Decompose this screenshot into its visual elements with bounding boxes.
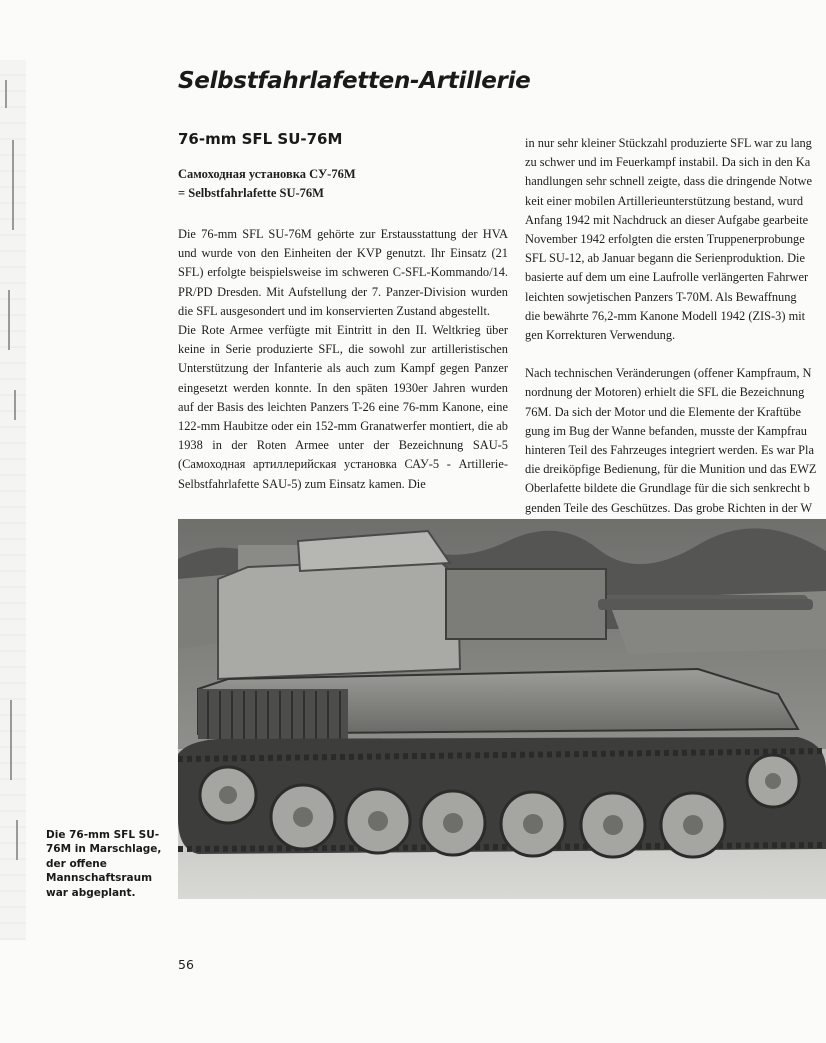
subheading-russian: Самоходная установка СУ-76М	[178, 167, 356, 181]
body-line: hinteren Teil des Fahrzeuges integriert werden. Es war Pla	[525, 443, 814, 458]
right-paragraph-2	[525, 364, 826, 518]
edge-mark	[16, 820, 18, 860]
body-line: Oberlafette bildete die Grundlage für die sich senkrecht b	[525, 481, 810, 496]
page-edge-strip	[0, 60, 26, 940]
edge-mark	[14, 390, 16, 420]
subheading-german: = Selbstfahrlafette SU-76M	[178, 186, 324, 200]
right-paragraph-1	[525, 134, 826, 345]
body-paragraph-1: Die 76-mm SFL SU-76M gehörte zur Erstausstattung der HVA und wurde von den Einheiten der KVP genutzt. Ihr Einsatz (21 SFL) erfolgte beispielsweise im schweren C-SFL-Kommando/14. PR/PD Dresden. Mit Aufstellung der 7. Panzer-Division wurden die SFL ausgesondert und im konservierten Zustand abgestellt.	[178, 227, 508, 318]
body-line: gung im Bug der Wanne befanden, musste der Kampfrau	[525, 423, 807, 438]
paragraph-gap	[525, 345, 826, 364]
body-line: November 1942 erfolgten die ersten Truppenerprobunge	[525, 232, 805, 247]
page-number: 56	[178, 957, 194, 972]
body-line: leichten sowjetischen Panzers T-70M. Als Bewaffnung	[525, 289, 797, 304]
edge-mark	[5, 80, 7, 108]
edge-mark	[12, 140, 14, 230]
body-paragraph-2: Die Rote Armee verfügte mit Eintritt in den II. Weltkrieg über keine in Serie produzierte SFL, die sowohl zur artilleristischen Unterstützung der Infanterie als auch zum Kampf gegen Panzer eingesetzt werden konnte. In den späten 1930er Jahren wurden auf der Basis des leichten Panzers T-26 eine 76-mm Kanone, eine 122-mm Haubitze oder ein 152-mm Granatwerfer montiert, die ab 1938 in der Roten Armee unter der Bezeichnung SAU-5 (Самоходная артиллерийская установка САУ-5 - Artillerie- Selbstfahrlafette SAU-5) zum Einsatz kamen. Die	[178, 323, 508, 491]
body-line: in nur sehr kleiner Stückzahl produzierte SFL war zu lang	[525, 136, 812, 150]
body-line: keit einer mobilen Artillerieunterstützung bestand, wurd	[525, 193, 804, 208]
chapter-title: Selbstfahrlafetten-Artillerie	[178, 68, 531, 94]
photo-caption: Die 76-mm SFL SU-76M in Marschlage, der offene Mannschaftsraum war abgeplant.	[46, 829, 162, 899]
body-line: 76M. Da sich der Motor und die Elemente der Kraftübe	[525, 404, 801, 419]
body-line: SFL SU-12, ab Januar begann die Serienproduktion. Die	[525, 251, 805, 266]
edge-mark	[10, 700, 12, 780]
subheading	[178, 165, 508, 203]
right-column	[525, 134, 826, 518]
body-line: gen Korrekturen Verwendung.	[525, 328, 676, 343]
body-line: zu schwer und im Feuerkampf instabil. Da sich in den Ka	[525, 155, 811, 170]
left-column	[178, 130, 508, 494]
body-line: handlungen sehr schnell zeigte, dass die dringende Notwe	[525, 174, 812, 189]
tank-photo	[178, 519, 826, 899]
body-line: Nach technischen Veränderungen (offener Kampfraum, N	[525, 366, 812, 381]
edge-mark	[8, 290, 10, 350]
body-line: die bewährte 76,2-mm Kanone Modell 1942 (ZIS-3) mit	[525, 308, 806, 323]
body-line: nordnung der Motoren) erhielt die SFL die Bezeichnung	[525, 385, 805, 400]
tank-photo-graphic	[178, 519, 826, 899]
body-line: genden Teile des Geschützes. Das grobe Richten in der W	[525, 500, 813, 515]
body-line: basierte auf dem um eine Laufrolle verlängerten Fahrwer	[525, 270, 809, 285]
body-line: die dreiköpfige Bedienung, für die Munition und das EWZ	[525, 462, 817, 477]
section-heading: 76-mm SFL SU-76M	[178, 130, 343, 148]
body-line: Anfang 1942 mit Nachdruck an dieser Aufgabe gearbeite	[525, 212, 809, 227]
